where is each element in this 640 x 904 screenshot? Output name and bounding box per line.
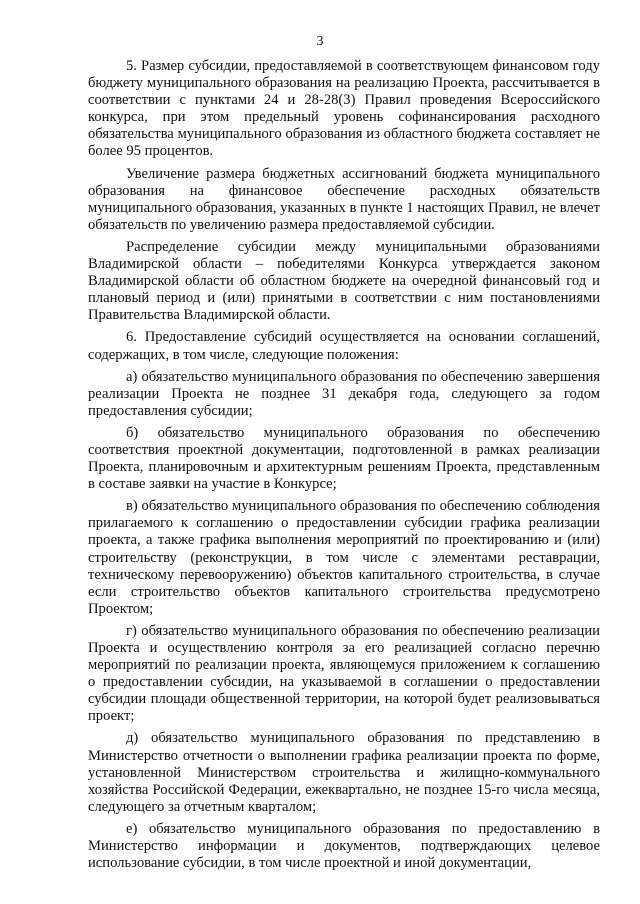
list-item-a: а) обязательство муниципального образования по обеспечению завершения реализации Проекта не позднее 31 декабря года, следующего за годом предоставления субсидии; xyxy=(88,368,600,419)
page-number: 3 xyxy=(316,34,324,49)
paragraph-budget-increase: Увеличение размера бюджетных ассигнований бюджета муниципального образования на финансовое обеспечение расходных обязательств муниципального образования, указанных в пункте 1 настоящих Правил, не влечет обязательств по увеличению размера предоставляемой субсидии. xyxy=(88,165,600,233)
paragraph-5-subsidy-amount: 5. Размер субсидии, предоставляемой в соответствующем финансовом году бюджету муниципального образования на реализацию Проекта, рассчитывается в соответствии с пунктами 24 и 28-28(3) Правил проведения Всероссийского конкурса, при этом предельный уровень софинансирования расходного обязательства муниципального образования из областного бюджета составляет не более 95 процентов. xyxy=(88,58,600,160)
document-body xyxy=(88,58,600,877)
list-item-g: г) обязательство муниципального образования по обеспечению реализации Проекта и осуществлению контроля за его реализацией согласно перечню мероприятий по реализации проекта, являющемуся приложением к соглашению о предоставлении субсидии, на указываемой в соглашении о предоставлении субсидии площади общественной территории, на которой будет реализовываться проект; xyxy=(88,622,600,725)
paragraph-subsidy-distribution: Распределение субсидии между муниципальными образованиями Владимирской области – победителями Конкурса утверждается законом Владимирской области об областном бюджете на очередной финансовый год и плановый период и (или) принятыми в соответствии с ним постановлениями Правительства Владимирской области. xyxy=(88,238,600,324)
list-item-b: б) обязательство муниципального образования по обеспечению соответствия проектной документации, подготовленной в рамках реализации Проекта, планировочным и архитектурным решениям Проекта, представленным в составе заявки на участие в Конкурсе; xyxy=(88,424,600,493)
list-item-e: е) обязательство муниципального образования по предоставлению в Министерство информации и документов, подтверждающих целевое использование субсидии, в том числе проектной и иной документации, xyxy=(88,820,600,872)
paragraph-6-agreements: 6. Предоставление субсидий осуществляется на основании соглашений, содержащих, в том числе, следующие положения: xyxy=(88,329,600,363)
list-item-v: в) обязательство муниципального образования по обеспечению соблюдения прилагаемого к соглашению о предоставлении субсидии графика реализации проекта, а также графика выполнения мероприятий по проектированию и (или) строительству (реконструкции, в том числе с элементами реставрации, техническому перевооружению) объектов капитального строительства, в случае если строительство объектов капитального строительства предусмотрено Проектом; xyxy=(88,498,600,617)
list-item-d: д) обязательство муниципального образования по представлению в Министерство отчетности о выполнении графика реализации проекта по форме, установленной Министерством строительства и жилищно-коммунального хозяйства Российской Федерации, ежеквартально, не позднее 15-го числа месяца, следующего за отчетным кварталом; xyxy=(88,730,600,815)
